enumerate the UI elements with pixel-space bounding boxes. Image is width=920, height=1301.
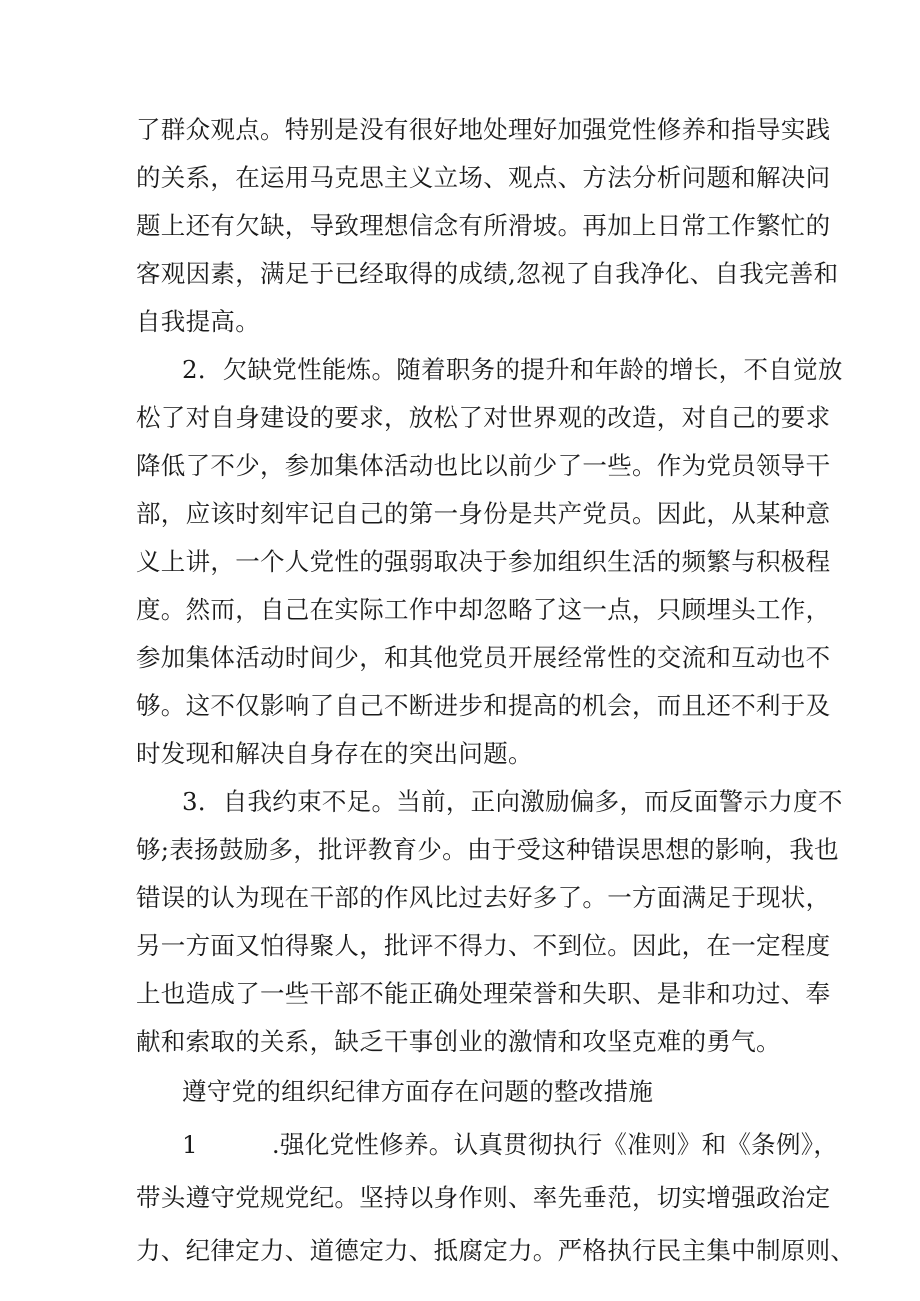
paragraph-line: 时发现和解决自身存在的突出问题。	[136, 739, 533, 768]
paragraph-line: 力、纪律定力、道德定力、抵腐定力。严格执行民主集中制原则、	[136, 1236, 856, 1265]
paragraph-line: 献和索取的关系，缺乏干事创业的激情和攻坚克难的勇气。	[136, 1027, 781, 1056]
paragraph-line: 义上讲，一个人党性的强弱取决于参加组织生活的频繁与积极程	[136, 547, 831, 576]
paragraph-line: 够;表扬鼓励多，批评教育少。由于受这种错误思想的影响，我也	[136, 835, 839, 864]
item-2-first-line: 2．欠缺党性能炼。随着职务的提升和年龄的增长，不自觉放	[182, 355, 843, 384]
section-item-number: 1	[182, 1130, 198, 1159]
paragraph-line: 自我提高。	[136, 307, 260, 336]
paragraph-line: 题上还有欠缺，导致理想信念有所滑坡。再加上日常工作繁忙的	[136, 211, 831, 240]
section-heading: 遵守党的组织纪律方面存在问题的整改措施	[182, 1077, 654, 1106]
paragraph-line: 了群众观点。特别是没有很好地处理好加强党性修养和指导实践	[136, 115, 831, 144]
paragraph-line: 部，应该时刻牢记自己的第一身份是共产党员。因此，从某种意	[136, 499, 831, 528]
paragraph-line: 客观因素，满足于已经取得的成绩,忽视了自我净化、自我完善和	[136, 259, 839, 288]
paragraph-line: 够。这不仅影响了自己不断进步和提高的机会，而且还不利于及	[136, 691, 831, 720]
paragraph-line: 带头遵守党规党纪。坚持以身作则、率先垂范，切实增强政治定	[136, 1183, 831, 1212]
section-item-1	[182, 1130, 839, 1159]
paragraph-line: 错误的认为现在干部的作风比过去好多了。一方面满足于现状，	[136, 883, 831, 912]
paragraph-line: 另一方面又怕得聚人，批评不得力、不到位。因此，在一定程度	[136, 931, 831, 960]
paragraph-line: 度。然而，自己在实际工作中却忽略了这一点，只顾埋头工作，	[136, 595, 831, 624]
item-3-first-line: 3．自我约束不足。当前，正向激励偏多，而反面警示力度不	[182, 787, 843, 816]
paragraph-line: 参加集体活动时间少，和其他党员开展经常性的交流和互动也不	[136, 643, 831, 672]
paragraph-line: 的关系，在运用马克思主义立场、观点、方法分析问题和解决问	[136, 163, 831, 192]
paragraph-line: 上也造成了一些干部不能正确处理荣誉和失职、是非和功过、奉	[136, 979, 831, 1008]
section-item-text: .强化党性修养。认真贯彻执行《准则》和《条例》，	[271, 1130, 839, 1159]
paragraph-line: 松了对自身建设的要求，放松了对世界观的改造，对自己的要求	[136, 403, 831, 432]
paragraph-line: 降低了不少，参加集体活动也比以前少了一些。作为党员领导干	[136, 451, 831, 480]
